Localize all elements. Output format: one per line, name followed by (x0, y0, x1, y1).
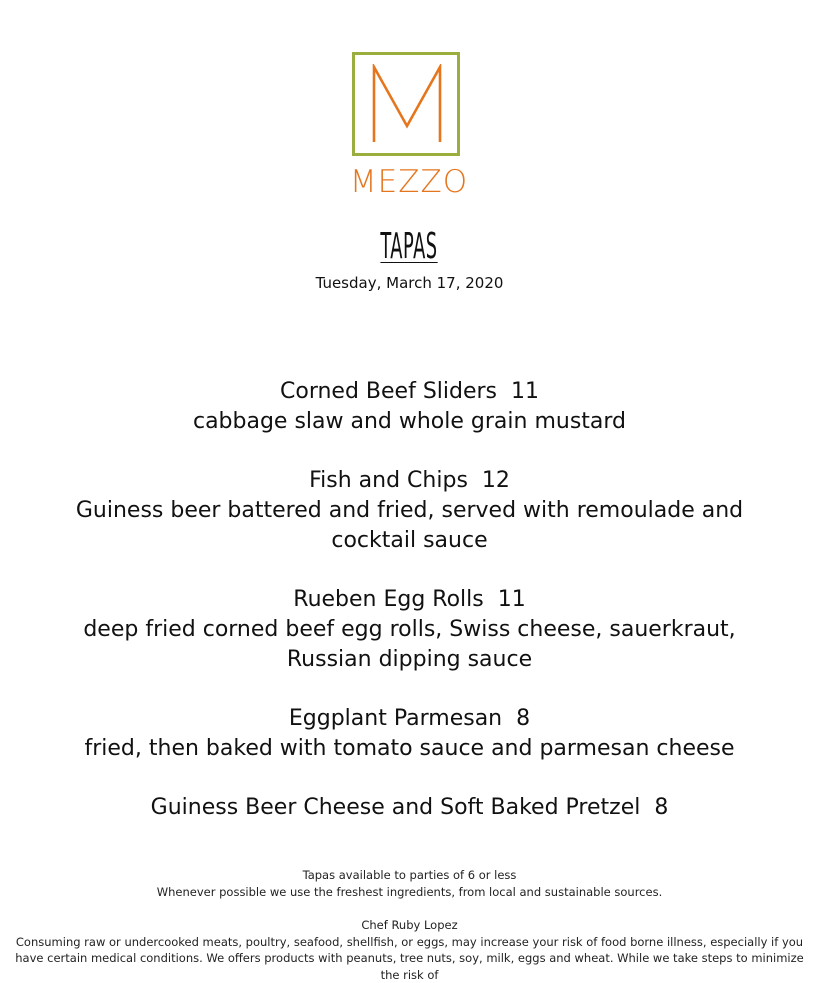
menu-item-description: Guiness beer battered and fried, served with remoulade and cocktail sauce (40, 496, 779, 556)
logo-wordmark: MEZZO (344, 164, 474, 200)
menu-item (40, 793, 779, 823)
menu-item-description: deep fried corned beef egg rolls, Swiss cheese, sauerkraut, Russian dipping sauce (40, 615, 779, 675)
sourcing-note: Whenever possible we use the freshest ingredients, from local and sustainable sources. (0, 884, 819, 901)
menu-item (40, 466, 779, 556)
menu-list (40, 377, 779, 852)
food-safety-disclaimer: Consuming raw or undercooked meats, poultry, seafood, shellfish, or eggs, may increase your risk of food borne illness, especially if you have certain medical conditions. We offers products with peanuts, tree nuts, soy, milk, eggs and wheat. While we take steps to minimize the risk of (10, 934, 810, 983)
menu-footer (0, 867, 819, 983)
menu-item (40, 585, 779, 675)
menu-item (40, 704, 779, 764)
availability-note: Tapas available to parties of 6 or less (0, 867, 819, 884)
menu-item-description: fried, then baked with tomato sauce and parmesan cheese (40, 734, 779, 764)
menu-item-name: Guiness Beer Cheese and Soft Baked Pretzel 8 (40, 793, 779, 823)
menu-item (40, 377, 779, 437)
menu-date: Tuesday, March 17, 2020 (0, 272, 819, 294)
menu-item-name: Fish and Chips 12 (40, 466, 779, 496)
logo-m-icon (371, 64, 443, 144)
menu-item-description: cabbage slaw and whole grain mustard (40, 407, 779, 437)
menu-item-name: Rueben Egg Rolls 11 (40, 585, 779, 615)
section-title-text: TAPAS (381, 224, 438, 270)
menu-item-name: Corned Beef Sliders 11 (40, 377, 779, 407)
menu-item-name: Eggplant Parmesan 8 (40, 704, 779, 734)
chef-name: Chef Ruby Lopez (0, 917, 819, 934)
section-title (0, 224, 819, 276)
